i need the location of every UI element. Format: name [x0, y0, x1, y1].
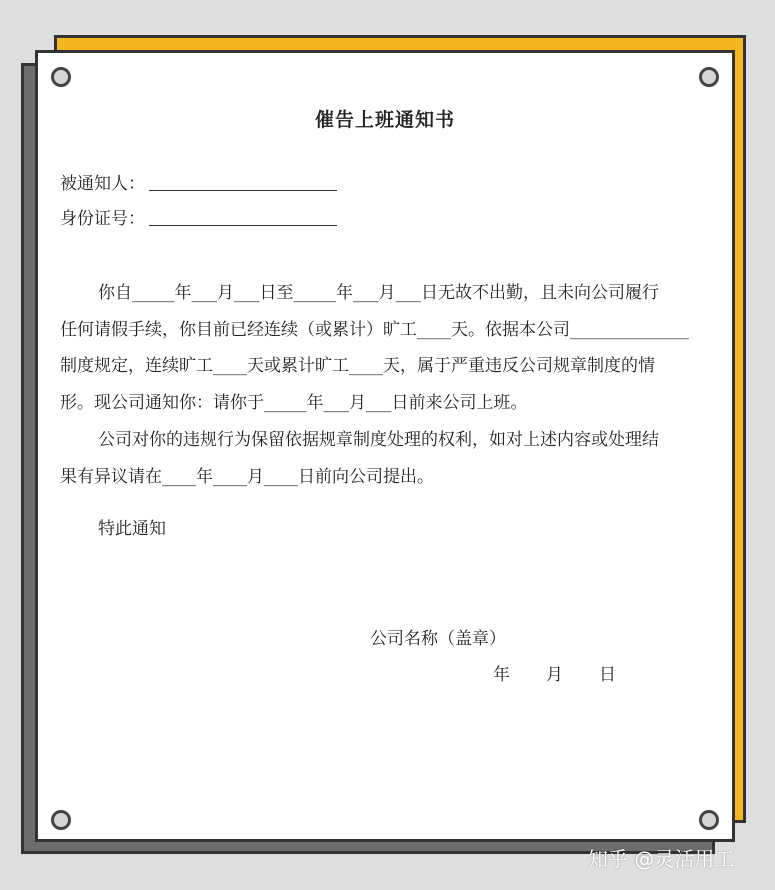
date-day: 日 — [599, 665, 616, 685]
paragraph-line: 制度规定，连续旷工____天或累计旷工____天，属于严重违反公司规章制度的情 — [60, 356, 655, 376]
notified-person-label: 被通知人： — [60, 174, 145, 194]
paragraph-line: 形。现公司通知你：请你于_____年___月___日前来公司上班。 — [60, 392, 528, 413]
id-number-field — [60, 208, 337, 230]
paragraph-rights — [60, 422, 712, 495]
paragraph-line: 公司对你的违规行为保留依据规章制度处理的权利，如对上述内容或处理结 — [98, 430, 659, 450]
id-number-label: 身份证号： — [60, 209, 145, 229]
paragraph-line: 任何请假手续，你目前已经连续（或累计）旷工____天。依据本公司______________ — [60, 319, 689, 340]
company-seal-label: 公司名称（盖章） — [370, 629, 506, 649]
paragraph-line: 果有异议请在____年____月____日前向公司提出。 — [60, 466, 434, 487]
notified-person-blank — [149, 174, 337, 191]
document-body — [38, 53, 732, 839]
date-year: 年 — [493, 665, 510, 685]
id-number-blank — [149, 209, 337, 226]
date-line — [493, 660, 616, 685]
watermark: 知乎 @灵活用工 — [588, 847, 735, 871]
paragraph-absence — [60, 275, 712, 421]
document-sheet — [35, 50, 735, 842]
notified-person-field — [60, 173, 337, 195]
closing-text: 特此通知 — [98, 519, 166, 539]
date-month: 月 — [546, 665, 563, 685]
paragraph-line: 你自_____年___月___日至_____年___月___日无故不出勤，且未向公司履行 — [98, 283, 659, 303]
document-title: 催告上班通知书 — [314, 109, 455, 131]
